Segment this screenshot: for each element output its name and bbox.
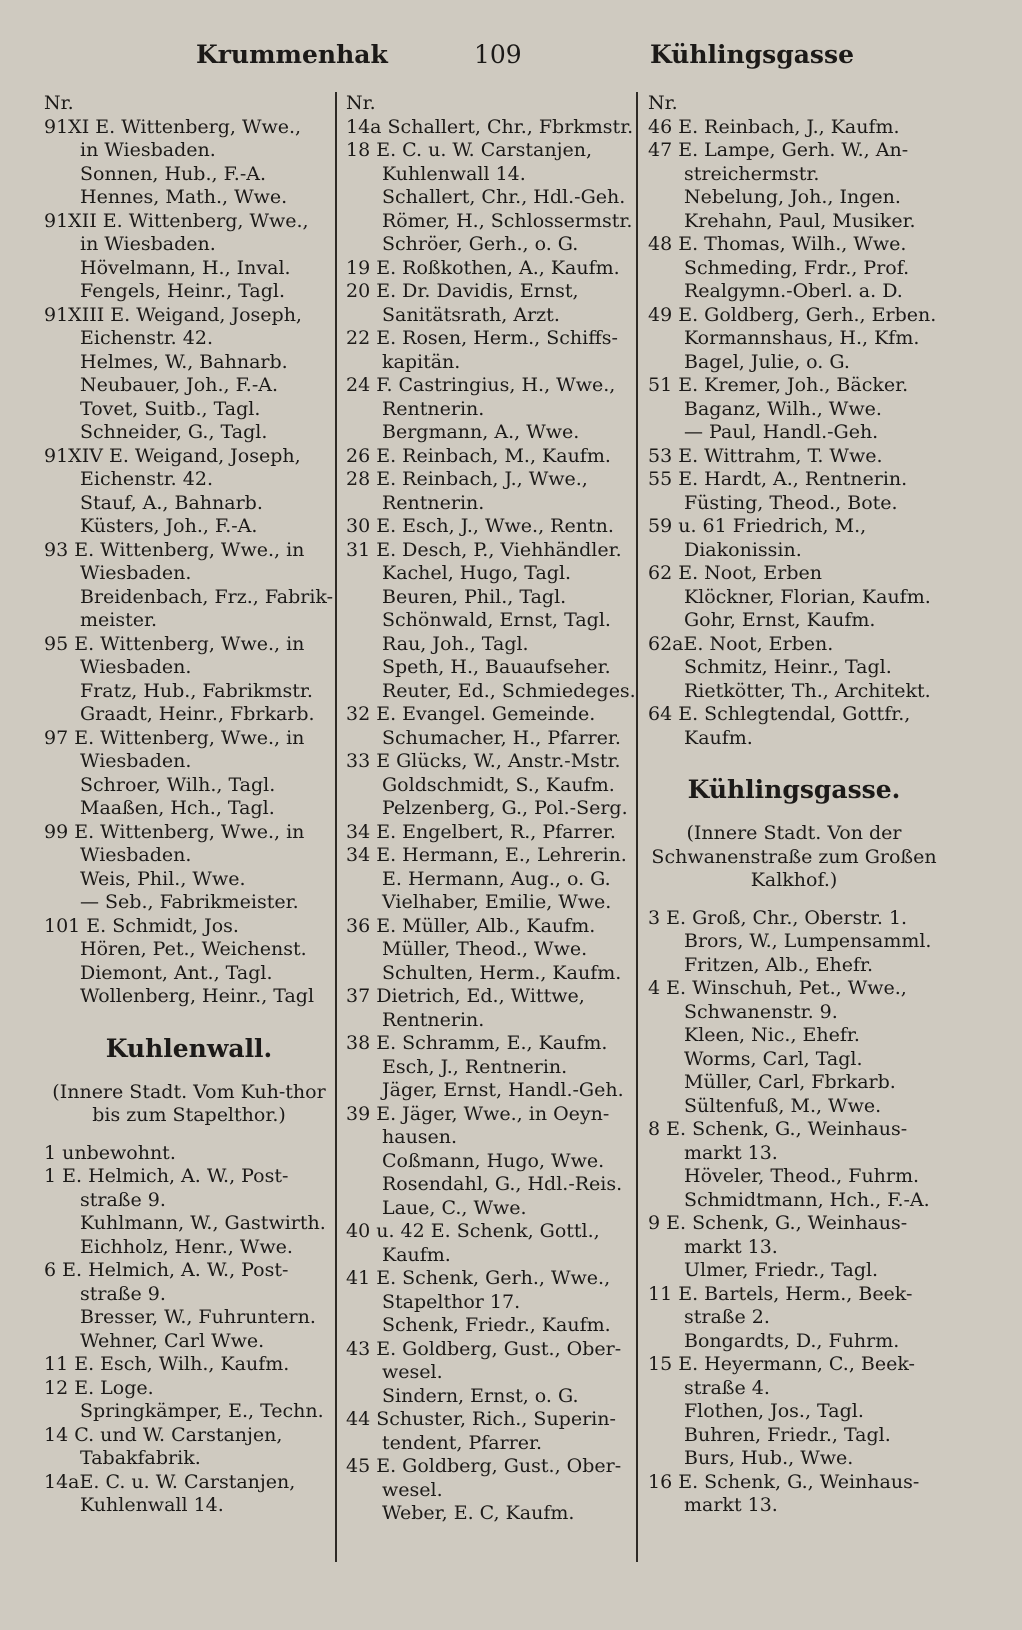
entry-line: 32 E. Evangel. Gemeinde. bbox=[346, 703, 596, 725]
entry-line: wesel. bbox=[382, 1361, 443, 1383]
entry-line: Rentnerin. bbox=[382, 397, 485, 420]
entry-line: Sindern, Ernst, o. G. bbox=[382, 1384, 579, 1407]
entry-line: Wollenberg, Heinr., Tagl bbox=[80, 985, 315, 1007]
entry-line: 15 E. Heyermann, C., Beek- bbox=[648, 1353, 915, 1375]
entry-line: 91XII E. Wittenberg, Wwe., bbox=[44, 209, 309, 232]
entry-line: 44 Schuster, Rich., Superin- bbox=[346, 1408, 616, 1430]
street-heading: Kuhlenwall. bbox=[105, 1033, 273, 1063]
entry-line: Wehner, Carl Wwe. bbox=[80, 1329, 265, 1352]
entry-line: Bergmann, A., Wwe. bbox=[382, 421, 580, 443]
entry-line: 91XIII E. Weigand, Joseph, bbox=[44, 303, 302, 326]
entry-line: 22 E. Rosen, Herm., Schiffs- bbox=[346, 327, 618, 349]
entry-line: Burs, Hub., Wwe. bbox=[684, 1447, 854, 1469]
entry-line: 28 E. Reinbach, J., Wwe., bbox=[346, 468, 588, 490]
entry-line: Baganz, Wilh., Wwe. bbox=[684, 397, 882, 420]
entry-line: Buhren, Friedr., Tagl. bbox=[684, 1423, 891, 1446]
entry-line: Schenk, Friedr., Kaufm. bbox=[382, 1314, 611, 1336]
entry-line: Bongardts, D., Fuhrm. bbox=[684, 1329, 900, 1352]
entry-line: Nebelung, Joh., Ingen. bbox=[684, 186, 901, 208]
entry-line: Krehahn, Paul, Musiker. bbox=[684, 209, 916, 232]
entry-line: hausen. bbox=[382, 1126, 458, 1148]
entry-line: Tovet, Suitb., Tagl. bbox=[80, 397, 261, 420]
entry-line: Nr. bbox=[648, 92, 678, 114]
entry-line: Bagel, Julie, o. G. bbox=[684, 350, 850, 373]
entry-line: Speth, H., Bauaufseher. bbox=[382, 656, 611, 678]
entry-line: Kleen, Nic., Ehefr. bbox=[684, 1024, 860, 1046]
entry-line: 14a Schallert, Chr., Fbrkmstr. bbox=[346, 115, 634, 138]
street-description: (Innere Stadt. Vom Kuh-thor bis zum Stapelthor.) bbox=[52, 1080, 326, 1126]
entry-line: streichermstr. bbox=[684, 162, 820, 185]
entry-line: Vielhaber, Emilie, Wwe. bbox=[382, 891, 612, 913]
entry-line: Schmitz, Heinr., Tagl. bbox=[684, 656, 892, 678]
entry-line: 49 E. Goldberg, Gerh., Erben. bbox=[648, 303, 937, 326]
entry-line: markt 13. bbox=[684, 1141, 778, 1164]
entry-line: Coßmann, Hugo, Wwe. bbox=[382, 1149, 605, 1172]
entry-line: 14aE. C. u. W. Carstanjen, bbox=[44, 1470, 296, 1493]
entry-line: 40 u. 42 E. Schenk, Gottl., bbox=[346, 1220, 600, 1242]
entry-line: straße 2. bbox=[684, 1306, 770, 1328]
entry-line: 91XIV E. Weigand, Joseph, bbox=[44, 444, 301, 467]
entry-line: 1 unbewohnt. bbox=[44, 1141, 176, 1164]
entry-line: Hennes, Math., Wwe. bbox=[80, 186, 288, 208]
entry-line: Sanitätsrath, Arzt. bbox=[382, 303, 560, 326]
entry-line: Wiesbaden. bbox=[80, 562, 192, 584]
entry-line: Schulten, Herm., Kaufm. bbox=[382, 961, 622, 984]
entry-line: 45 E. Goldberg, Gust., Ober- bbox=[346, 1455, 622, 1477]
entry-line: Brors, W., Lumpensamml. bbox=[684, 930, 932, 952]
entry-line: Rosendahl, G., Hdl.-Reis. bbox=[382, 1173, 623, 1195]
entry-line: 41 E. Schenk, Gerh., Wwe., bbox=[346, 1267, 611, 1289]
entry-line: — Paul, Handl.-Geh. bbox=[684, 421, 879, 443]
entry-line: 39 E. Jäger, Wwe., in Oeyn- bbox=[346, 1102, 610, 1125]
column-rule-left bbox=[335, 92, 337, 1562]
entry-line: 14 C. und W. Carstanjen, bbox=[44, 1423, 283, 1446]
entry-line: 59 u. 61 Friedrich, M., bbox=[648, 515, 867, 537]
entry-line: Kuhlmann, W., Gastwirth. bbox=[80, 1212, 326, 1234]
entry-line: 1 E. Helmich, A. W., Post- bbox=[44, 1165, 289, 1187]
entry-line: 34 E. Hermann, E., Lehrerin. bbox=[346, 844, 627, 866]
entry-line: straße 9. bbox=[80, 1188, 166, 1211]
entry-line: Helmes, W., Bahnarb. bbox=[80, 350, 288, 373]
entry-line: Kuhlenwall 14. bbox=[80, 1494, 224, 1516]
entry-line: Jäger, Ernst, Handl.-Geh. bbox=[382, 1079, 624, 1101]
entry-line: 62 E. Noot, Erben bbox=[648, 562, 822, 584]
entry-line: Neubauer, Joh., F.-A. bbox=[80, 374, 279, 396]
entry-line: Kachel, Hugo, Tagl. bbox=[382, 562, 572, 584]
entry-line: Flothen, Jos., Tagl. bbox=[684, 1400, 864, 1422]
entry-line: Worms, Carl, Tagl. bbox=[684, 1047, 863, 1070]
column-1 bbox=[44, 92, 334, 1518]
entry-line: 8 E. Schenk, G., Weinhaus- bbox=[648, 1118, 908, 1140]
entry-line: Sültenfuß, M., Wwe. bbox=[684, 1094, 882, 1117]
entry-line: Diemont, Ant., Tagl. bbox=[80, 961, 273, 984]
entry-line: Kaufm. bbox=[382, 1243, 451, 1266]
entry-line: Müller, Theod., Wwe. bbox=[382, 938, 588, 960]
entry-line: Bresser, W., Fuhruntern. bbox=[80, 1306, 316, 1328]
entry-line: Höveler, Theod., Fuhrm. bbox=[684, 1165, 920, 1187]
entry-line: Tabakfabrik. bbox=[80, 1447, 201, 1469]
entry-line: 48 E. Thomas, Wilh., Wwe. bbox=[648, 233, 907, 255]
entry-line: Maaßen, Hch., Tagl. bbox=[80, 797, 275, 819]
entry-line: Fritzen, Alb., Ehefr. bbox=[684, 953, 874, 976]
entry-line: Reuter, Ed., Schmiedeges. bbox=[382, 679, 636, 702]
entry-line: 6 E. Helmich, A. W., Post- bbox=[44, 1259, 289, 1281]
entry-line: Hövelmann, H., Inval. bbox=[80, 256, 291, 279]
entry-line: 37 Dietrich, Ed., Wittwe, bbox=[346, 985, 585, 1007]
street-heading: Kühlingsgasse. bbox=[687, 775, 901, 804]
entry-line: Esch, J., Rentnerin. bbox=[382, 1055, 568, 1078]
entry-line: 3 E. Groß, Chr., Oberstr. 1. bbox=[648, 906, 908, 929]
entry-line: 55 E. Hardt, A., Rentnerin. bbox=[648, 468, 908, 490]
entry-line: straße 9. bbox=[80, 1282, 166, 1305]
entry-line: Füsting, Theod., Bote. bbox=[684, 491, 898, 514]
entry-line: Klöckner, Florian, Kaufm. bbox=[684, 585, 931, 608]
entry-line: Schallert, Chr., Hdl.-Geh. bbox=[382, 186, 626, 208]
entry-line: 101 E. Schmidt, Jos. bbox=[44, 914, 239, 937]
entry-line: Laue, C., Wwe. bbox=[382, 1196, 527, 1219]
entry-line: 91XI E. Wittenberg, Wwe., bbox=[44, 115, 302, 138]
entry-line: 31 E. Desch, P., Viehhändler. bbox=[346, 538, 622, 561]
entry-line: Eichenstr. 42. bbox=[80, 468, 213, 490]
entry-line: 62aE. Noot, Erben. bbox=[648, 632, 834, 655]
entry-line: meister. bbox=[80, 609, 158, 631]
entry-line: Schmeding, Frdr., Prof. bbox=[684, 256, 910, 279]
entry-line: 24 F. Castringius, H., Wwe., bbox=[346, 374, 616, 396]
entry-line: 46 E. Reinbach, J., Kaufm. bbox=[648, 115, 900, 138]
entry-line: 51 E. Kremer, Joh., Bäcker. bbox=[648, 374, 909, 396]
entry-line: straße 4. bbox=[684, 1376, 770, 1399]
entry-line: — Seb., Fabrikmeister. bbox=[80, 891, 299, 913]
entry-line: Weis, Phil., Wwe. bbox=[80, 867, 246, 890]
entry-line: 26 E. Reinbach, M., Kaufm. bbox=[346, 444, 611, 467]
entry-line: Kormannshaus, H., Kfm. bbox=[684, 327, 920, 349]
entry-line: 4 E. Winschuh, Pet., Wwe., bbox=[648, 977, 907, 999]
entry-line: Schumacher, H., Pfarrer. bbox=[382, 726, 621, 749]
entry-line: 36 E. Müller, Alb., Kaufm. bbox=[346, 914, 596, 937]
entry-line: Rietkötter, Th., Architekt. bbox=[684, 679, 931, 702]
entry-line: 12 E. Loge. bbox=[44, 1376, 154, 1399]
entry-line: Nr. bbox=[346, 92, 376, 114]
page-number: 109 bbox=[474, 40, 522, 69]
entry-line: Ulmer, Friedr., Tagl. bbox=[684, 1259, 879, 1281]
entry-line: Schroer, Wilh., Tagl. bbox=[80, 773, 276, 796]
entry-line: Wiesbaden. bbox=[80, 750, 192, 772]
entry-line: Müller, Carl, Fbrkarb. bbox=[684, 1071, 896, 1093]
entry-line: markt 13. bbox=[684, 1494, 778, 1516]
entry-line: Schönwald, Ernst, Tagl. bbox=[382, 609, 611, 631]
entry-line: E. Hermann, Aug., o. G. bbox=[382, 867, 611, 890]
entry-line: Diakonissin. bbox=[684, 538, 802, 561]
entry-line: Eichenstr. 42. bbox=[80, 327, 213, 349]
entry-line: Sonnen, Hub., F.-A. bbox=[80, 162, 267, 185]
entry-line: Schneider, G., Tagl. bbox=[80, 421, 268, 443]
entry-line: Nr. bbox=[44, 92, 74, 114]
entry-line: Springkämper, E., Techn. bbox=[80, 1400, 324, 1422]
entry-line: Weber, E. C, Kaufm. bbox=[382, 1502, 575, 1524]
entry-line: 30 E. Esch, J., Wwe., Rentn. bbox=[346, 515, 614, 537]
entry-line: 11 E. Bartels, Herm., Beek- bbox=[648, 1282, 913, 1305]
entry-line: 34 E. Engelbert, R., Pfarrer. bbox=[346, 820, 616, 843]
entry-line: Graadt, Heinr., Fbrkarb. bbox=[80, 703, 315, 725]
entry-line: Rau, Joh., Tagl. bbox=[382, 632, 529, 655]
entry-line: Pelzenberg, G., Pol.-Serg. bbox=[382, 797, 628, 819]
entry-line: 33 E Glücks, W., Anstr.-Mstr. bbox=[346, 750, 621, 772]
entry-line: 99 E. Wittenberg, Wwe., in bbox=[44, 820, 305, 843]
street-description: (Innere Stadt. Von der Schwanenstraße zum Großen Kalkhof.) bbox=[651, 822, 937, 891]
entry-line: 93 E. Wittenberg, Wwe., in bbox=[44, 538, 305, 561]
entry-line: 20 E. Dr. Davidis, Ernst, bbox=[346, 280, 579, 302]
entry-line: wesel. bbox=[382, 1478, 443, 1501]
entry-line: 18 E. C. u. W. Carstanjen, bbox=[346, 139, 593, 161]
entry-line: 97 E. Wittenberg, Wwe., in bbox=[44, 726, 305, 749]
entry-line: markt 13. bbox=[684, 1235, 778, 1258]
entry-line: Fengels, Heinr., Tagl. bbox=[80, 280, 285, 302]
entry-line: 9 E. Schenk, G., Weinhaus- bbox=[648, 1212, 908, 1234]
entry-line: Schmidtmann, Hch., F.-A. bbox=[684, 1188, 930, 1211]
entry-line: Kuhlenwall 14. bbox=[382, 162, 526, 185]
entry-line: Kaufm. bbox=[684, 726, 753, 749]
entry-line: Stauf, A., Bahnarb. bbox=[80, 491, 263, 514]
entry-line: Küsters, Joh., F.-A. bbox=[80, 515, 258, 537]
entry-line: Hören, Pet., Weichenst. bbox=[80, 938, 307, 960]
entry-line: 19 E. Roßkothen, A., Kaufm. bbox=[346, 256, 620, 279]
entry-line: Breidenbach, Frz., Fabrik- bbox=[80, 585, 333, 608]
entry-line: 53 E. Wittrahm, T. Wwe. bbox=[648, 444, 883, 467]
entry-line: Schröer, Gerh., o. G. bbox=[382, 233, 579, 255]
entry-line: Wiesbaden. bbox=[80, 844, 192, 866]
entry-line: Römer, H., Schlossermstr. bbox=[382, 209, 633, 232]
entry-line: Stapelthor 17. bbox=[382, 1290, 521, 1313]
entry-line: tendent, Pfarrer. bbox=[382, 1431, 543, 1454]
column-3 bbox=[648, 92, 940, 1518]
entry-line: Gohr, Ernst, Kaufm. bbox=[684, 609, 876, 631]
entry-line: 16 E. Schenk, G., Weinhaus- bbox=[648, 1470, 920, 1493]
entry-line: 47 E. Lampe, Gerh. W., An- bbox=[648, 139, 909, 161]
entry-line: 11 E. Esch, Wilh., Kaufm. bbox=[44, 1353, 290, 1375]
entry-line: 95 E. Wittenberg, Wwe., in bbox=[44, 632, 305, 655]
entry-line: Rentnerin. bbox=[382, 1008, 485, 1031]
entry-line: in Wiesbaden. bbox=[80, 233, 216, 255]
entry-line: 64 E. Schlegtendal, Gottfr., bbox=[648, 703, 911, 725]
column-rule-right bbox=[636, 92, 638, 1562]
running-head-right: Kühlingsgasse bbox=[650, 40, 854, 69]
entry-line: in Wiesbaden. bbox=[80, 139, 216, 161]
running-head-left: Krummenhak bbox=[196, 40, 388, 69]
entry-line: 38 E. Schramm, E., Kaufm. bbox=[346, 1032, 608, 1054]
entry-line: Wiesbaden. bbox=[80, 656, 192, 678]
entry-line: Beuren, Phil., Tagl. bbox=[382, 585, 567, 608]
entry-line: Eichholz, Henr., Wwe. bbox=[80, 1235, 293, 1258]
entry-line: 43 E. Goldberg, Gust., Ober- bbox=[346, 1337, 622, 1360]
entry-line: Fratz, Hub., Fabrikmstr. bbox=[80, 679, 313, 702]
entry-line: Realgymn.-Oberl. a. D. bbox=[684, 280, 903, 302]
entry-line: Schwanenstr. 9. bbox=[684, 1000, 838, 1023]
entry-line: Goldschmidt, S., Kaufm. bbox=[382, 773, 615, 796]
entry-line: kapitän. bbox=[382, 350, 461, 373]
column-2 bbox=[346, 92, 636, 1526]
entry-line: Rentnerin. bbox=[382, 491, 485, 514]
